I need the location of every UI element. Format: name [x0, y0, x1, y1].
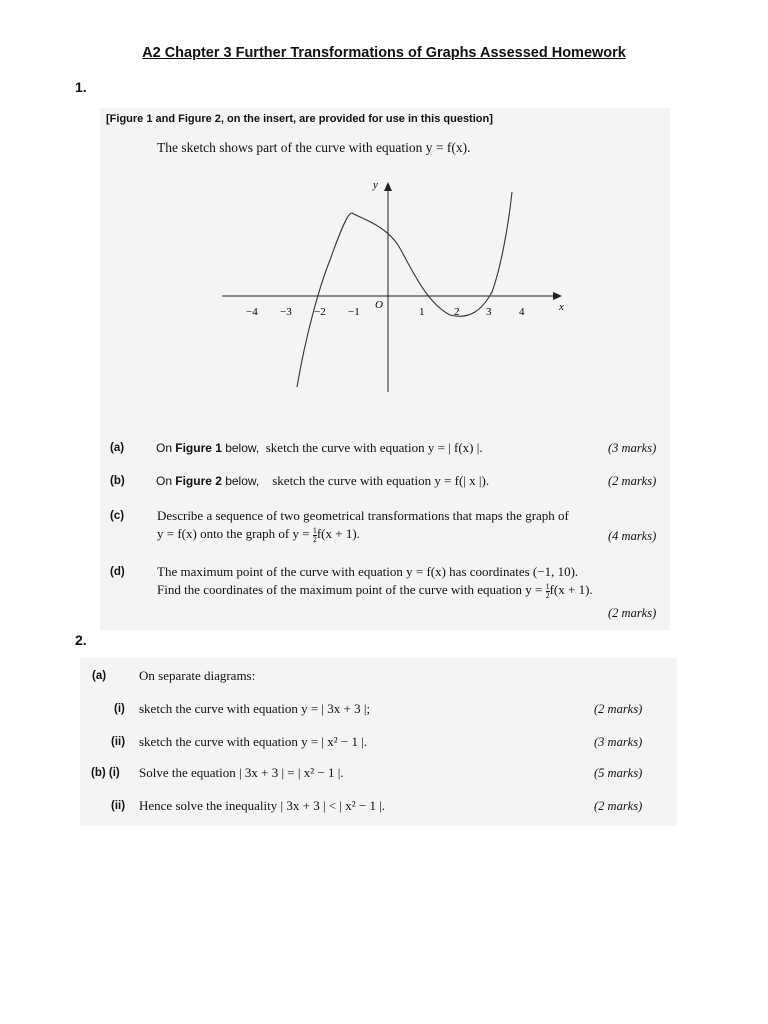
part-d-line2 — [157, 582, 593, 600]
x-tick-label: −2 — [314, 306, 326, 318]
curve-f-of-x — [297, 192, 512, 387]
part-b-prefix: On — [156, 474, 173, 488]
part-a-figure-ref: Figure 1 — [175, 441, 222, 455]
part-c-label: (c) — [110, 510, 125, 522]
q2-part-a-i-label: (i) — [114, 703, 125, 715]
part-b-figure-ref: Figure 2 — [175, 474, 222, 488]
x-tick-label: 3 — [486, 306, 492, 318]
part-d-line1: The maximum point of the curve with equation y = f(x) has coordinates (−1, 10). — [157, 564, 579, 579]
page-title: A2 Chapter 3 Further Transformations of Graphs Assessed Homework — [142, 45, 626, 61]
q2-part-b-ii-label: (ii) — [111, 800, 126, 812]
q2-part-a-ii-text: sketch the curve with equation y = | x² − 1 |. — [139, 734, 368, 749]
part-a-text: sketch the curve with equation y = | f(x) |. — [265, 440, 483, 455]
curve-graph — [210, 170, 580, 395]
x-tick-label: 4 — [519, 306, 525, 318]
insert-note: [Figure 1 and Figure 2, on the insert, are provided for use in this question] — [106, 113, 493, 125]
part-d-line2-end: f(x + 1). — [549, 582, 593, 597]
part-d-marks: (2 marks) — [608, 606, 657, 620]
fraction-one-half: $\frac{1}{2}$ — [545, 581, 550, 600]
q2-part-a-label: (a) — [92, 670, 107, 682]
part-b-text: sketch the curve with equation y = f(| x |). — [272, 473, 490, 488]
q2-part-b-i-marks: (5 marks) — [594, 766, 643, 780]
q2-part-b-ii-text: Hence solve the inequality | 3x + 3 | < | x² − 1 |. — [139, 798, 386, 813]
question-1-intro: The sketch shows part of the curve with equation y = f(x). — [157, 140, 471, 155]
q2-part-a-i-text: sketch the curve with equation y = | 3x + 3 |; — [139, 701, 371, 716]
x-tick-label: −3 — [280, 306, 292, 318]
part-b-label: (b) — [110, 475, 125, 487]
question-1-number: 1. — [75, 79, 87, 95]
part-a-marks: (3 marks) — [608, 441, 657, 455]
x-axis-arrow-icon — [553, 292, 562, 300]
part-a-instruction — [156, 440, 483, 456]
x-tick-label: −4 — [246, 306, 258, 318]
part-a-suffix: below, — [225, 441, 260, 455]
part-d-label: (d) — [110, 566, 125, 578]
x-tick-label: 2 — [454, 306, 460, 318]
part-c-line2 — [157, 526, 360, 544]
part-c-line1: Describe a sequence of two geometrical transformations that maps the graph of — [157, 508, 569, 523]
q2-part-b-i-label: (b) (i) — [91, 767, 120, 779]
part-c-marks: (4 marks) — [608, 529, 657, 543]
q2-part-a-text: On separate diagrams: — [139, 668, 256, 683]
part-b-marks: (2 marks) — [608, 474, 657, 488]
x-tick-label: −1 — [348, 306, 360, 318]
x-tick-label: 1 — [419, 306, 425, 318]
x-axis-label: x — [559, 301, 564, 313]
q2-part-b-ii-marks: (2 marks) — [594, 799, 643, 813]
q2-part-a-ii-marks: (3 marks) — [594, 735, 643, 749]
q2-part-a-ii-label: (ii) — [111, 736, 126, 748]
q2-part-b-i-text: Solve the equation | 3x + 3 | = | x² − 1 |. — [139, 765, 344, 780]
part-a-label: (a) — [110, 442, 125, 454]
part-a-prefix: On — [156, 441, 173, 455]
y-axis-arrow-icon — [384, 182, 392, 191]
question-2-number: 2. — [75, 632, 87, 648]
fraction-one-half: $\frac{1}{2}$ — [312, 525, 317, 544]
q2-part-a-i-marks: (2 marks) — [594, 702, 643, 716]
part-c-line2-start: y = f(x) onto the graph of y = — [157, 526, 310, 541]
part-c-line2-end: f(x + 1). — [316, 526, 360, 541]
origin-label: O — [375, 299, 383, 311]
y-axis-label: y — [373, 179, 378, 191]
part-b-instruction — [156, 473, 489, 489]
part-d-line2-start: Find the coordinates of the maximum point of the curve with equation y = — [157, 582, 543, 597]
part-b-suffix: below, — [225, 474, 260, 488]
